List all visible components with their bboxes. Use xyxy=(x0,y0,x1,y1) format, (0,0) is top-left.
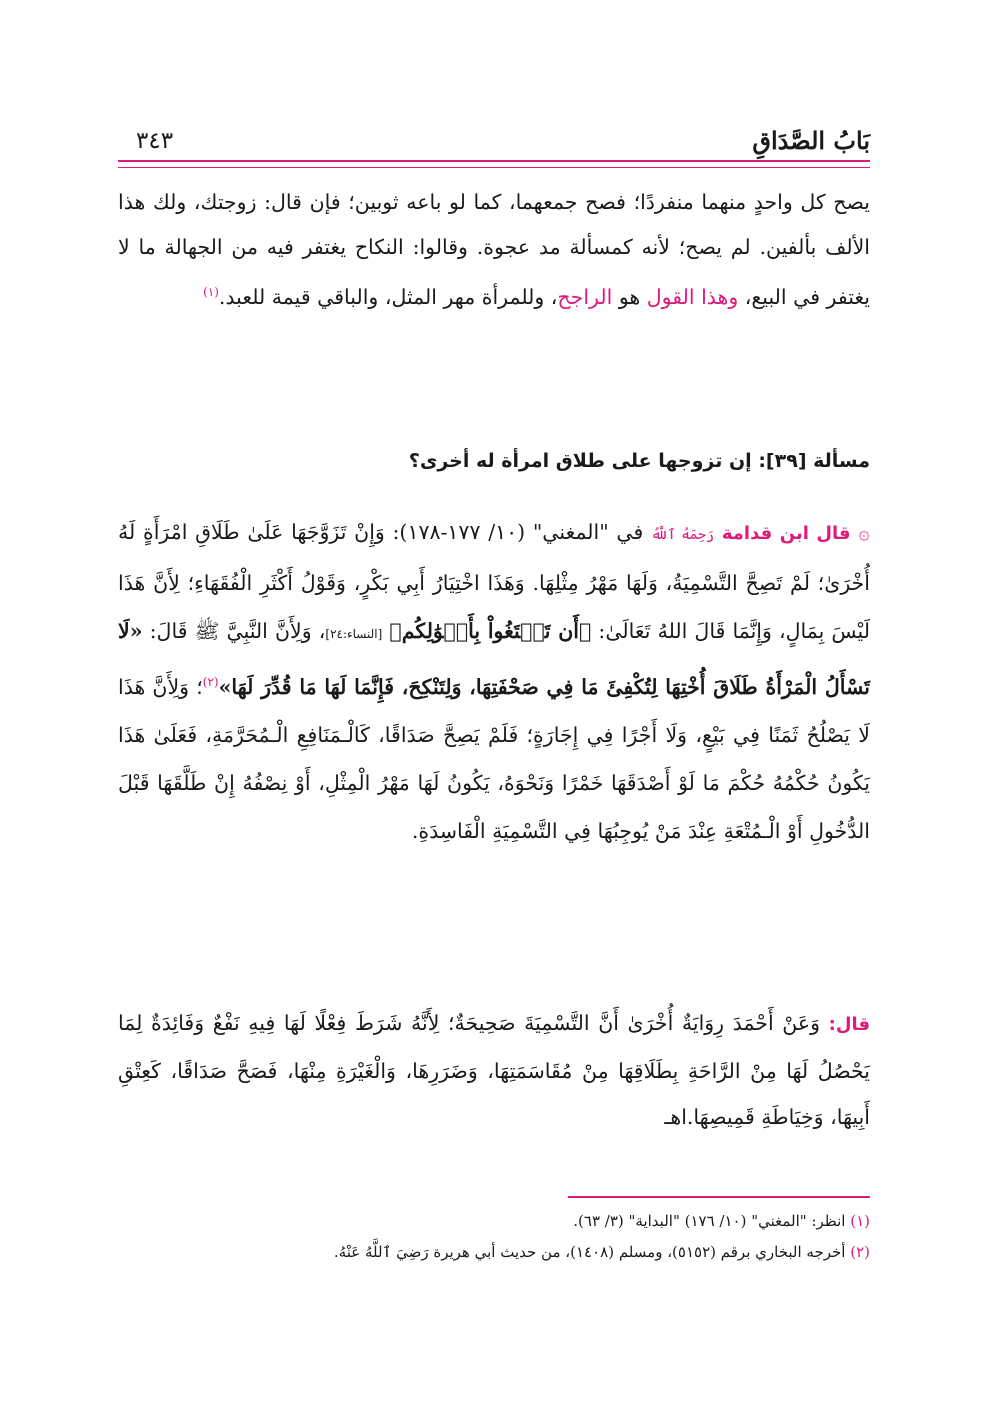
p3-line5: ؛ وَلِأَنَّ هَذَا لَا يَصْلُحُ ثَمَنًا فِي بَيْعٍ، وَلَا أَجْرًا فِي إِجَارَةٍ؛ فَلَمْ يَصِحَّ صَدَاقًا، كَالْـمَنَافِعِ الْـمُحَرَّمَةِ، فَعَلَىٰ هَذَا يَكُونُ حُكْمُهُ حُكْمَ مَا لَوْ أَصْدَقَهَا خَمْرًا وَنَحْوَهُ، يَكُونُ لَهَا مَهْرُ الْمِثْلِ، أَوْ نِصْفُهُ إِنْ طَلَّقَهَا قَبْلَ الدُّخُولِ أَوْ الْـمُتْعَةِ عِنْدَ مَنْ يُوجِبُهَا فِي التَّسْمِيَةِ الْفَاسِدَةِ. xyxy=(118,674,870,843)
p4-text: وَعَنْ أَحْمَدَ رِوَايَةٌ أُخْرَىٰ أَنَّ التَّسْمِيَةَ صَحِيحَةٌ؛ لِأَنَّهُ شَرَطَ فِعْلًا لَهَا فِيهِ نَفْعٌ وَفَائِدَةٌ لِمَا يَحْصُلُ لَهَا مِنْ الرَّاحَةِ بِطَلَاقِهَا مِنْ مُقَاسَمَتِهَا، وَضَرَرِهَا، وَالْغَيْرَةِ مِنْهَا، فَصَحَّ صَدَاقًا، كَعِتْقِ أَبِيهَا، وَخِيَاطَةِ قَمِيصِهَا.اهـ xyxy=(118,1011,870,1129)
footnote-1-number: (١) xyxy=(850,1212,870,1230)
paragraph-1 xyxy=(118,180,870,320)
p3-line3: وَقَوْلُ أَكْثَرِ الْفُقَهَاءِ؛ لِأَنَّ هَذَا لَيْسَ بِمَالٍ، وَإِنَّمَا قَالَ اللهُ تَعَالَىٰ: xyxy=(118,571,870,643)
p3-intro: في "المغني" (١٠/ ١٧٧-١٧٨): وَإِنْ تَزَوَّجَهَا عَلَىٰ xyxy=(247,520,644,544)
p3-line2: طَلَاقِ امْرَأَةٍ لَهُ أُخْرَىٰ؛ لَمْ تَصِحَّ التَّسْمِيَةُ، وَلَهَا مَهْرُ مِثْلِهَا. وَهَذَا اخْتِيَارُ أَبِي بَكْرٍ، xyxy=(118,520,870,595)
footnote-2 xyxy=(118,1237,870,1268)
footnote-1 xyxy=(118,1206,870,1237)
highlight-this-opinion: وهذا القول xyxy=(646,284,739,309)
p1-line3c: ، xyxy=(550,284,558,309)
footnote-ref-2[interactable]: (٢) xyxy=(202,675,219,689)
hadith-text: «لَا تَسْأَلُ الْمَرْأَةُ طَلَاقَ أُخْتِهَا لِتُكْفِئَ مَا فِي صَحْفَتِهَا، وَلِتَنْكِحَ، فَإِنَّمَا لَهَا مَا قُدِّرَ لَهَا» xyxy=(118,619,870,699)
header-rule-thin xyxy=(118,167,870,168)
footnote-separator xyxy=(568,1196,870,1198)
chapter-title: بَابُ الصَّدَاقِ xyxy=(752,126,870,155)
quran-reference: [النساء:٢٤] xyxy=(325,627,383,641)
paragraph-ahmad-narration xyxy=(118,1000,870,1140)
footnote-ref-1[interactable]: (١) xyxy=(203,285,219,299)
footnote-1-text: انظر: "المغني" (١٠/ ١٧٦) "البداية" (٣/ ٦٣). xyxy=(573,1212,846,1230)
paragraph-ibn-qudama xyxy=(118,508,870,855)
issue-label: مسألة [٣٩]: xyxy=(758,450,870,472)
footnote-2-number: (٢) xyxy=(850,1243,870,1261)
issue-title: إن تزوجها على طلاق امرأة له أخرى؟ xyxy=(408,450,752,472)
footnote-2-text: أخرجه البخاري برقم (٥١٥٢)، ومسلم (١٤٠٨)، من حديث أبي هريرة رَضِيَ ٱللَّهُ عَنْهُ. xyxy=(333,1243,846,1261)
p1-line3a: النكاح يغتفر فيه من الجهالة ما لا يغتفر في البيع، xyxy=(118,235,870,309)
speaker-ibn-qudama: قال ابن قدامة xyxy=(721,523,851,544)
footnotes-block xyxy=(118,1206,870,1268)
issue-heading xyxy=(409,450,870,472)
p1-line4: وللمرأة مهر المثل، والباقي قيمة للعبد. xyxy=(218,284,545,309)
quran-verse: ﴿أَن تَبۡتَغُواْ بِأَمۡوَٰلِكُم﴾ xyxy=(389,619,592,643)
p1-line3b: هو xyxy=(618,284,641,309)
header-rule-thick xyxy=(118,160,870,162)
honorific: رَحِمَهُ ٱللَّهُ xyxy=(651,527,715,543)
p1-line2: زوجتك، ولك هذا الألف بألفين. لم يصح؛ لأنه كمسألة مد عجوة. وقالوا: xyxy=(118,190,870,259)
page-number: ٣٤٣ xyxy=(136,128,174,154)
p3-line4: ، وَلِأَنَّ النَّبِيَّ ﷺ قَالَ: xyxy=(149,619,326,643)
highlight-preferred: الراجح xyxy=(557,284,613,309)
flower-bullet-icon: ۞ xyxy=(858,520,870,544)
speaker-said: قال: xyxy=(828,1014,870,1035)
p1-line1: يصح كل واحدٍ منهما منفردًا؛ فصح جمعهما، كما لو باعه ثوبين؛ فإن قال: xyxy=(264,190,870,214)
book-page xyxy=(118,110,870,1370)
